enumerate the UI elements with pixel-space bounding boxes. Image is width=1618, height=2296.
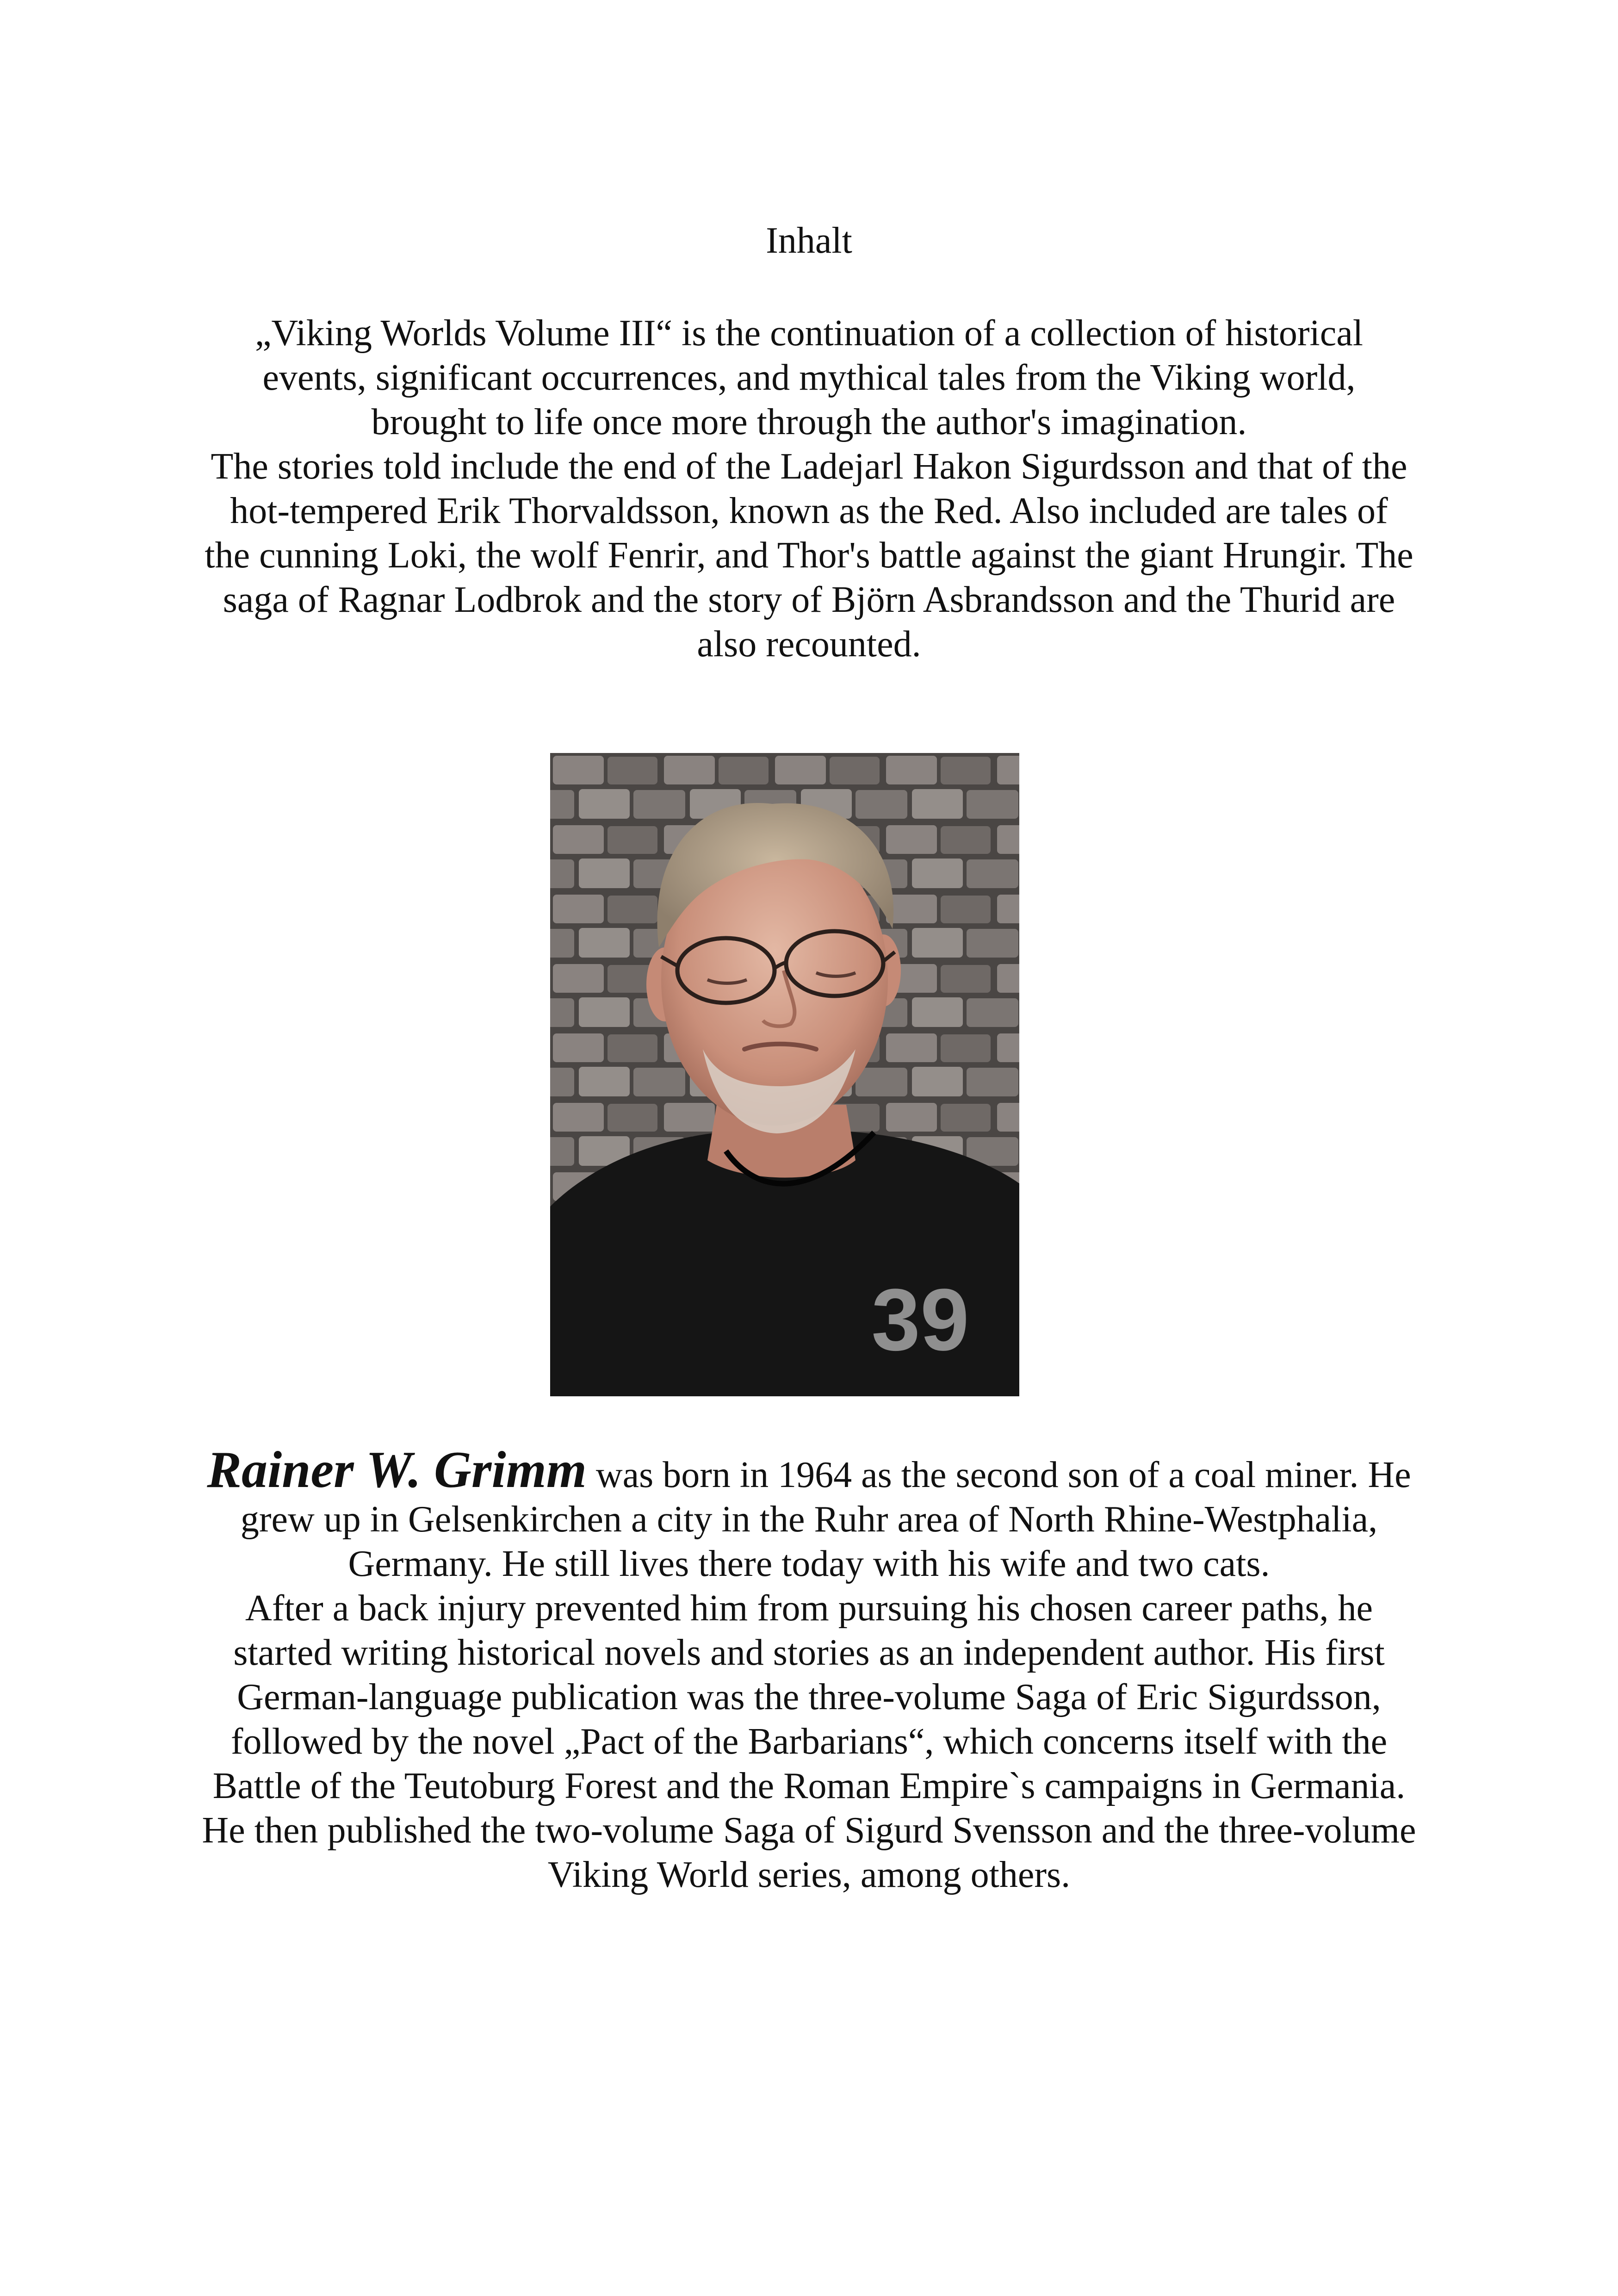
author-biography [199,1441,1419,1897]
shirt-number: 39 [871,1271,969,1369]
bio-paragraph-2: After a back injury prevented him from pursuing his chosen career paths, he started writing historical novels and stories as an independent author. His first German-language publication was the three-volume Saga of Eric Sigurdsson, followed by the novel „Pact of the Barbarians“, which concerns itself with the Battle of the Teutoburg Forest and the Roman Empire`s campaigns in Germania. He then published the two-volume Saga of Sigurd Svensson and the three-volume Viking World series, among others. [202,1588,1416,1895]
author-name: Rainer W. Grimm [207,1441,587,1499]
page-heading: Inhalt [766,220,852,261]
bio-paragraph-1-text: was born in 1964 as the second son of a coal miner. He grew up in Gelsenkirchen a city in the Ruhr area of North Rhine-Westphalia, Germany. He still lives there today with his wife and two cats. [240,1455,1411,1584]
book-description [204,311,1414,666]
description-paragraph-2: The stories told include the end of the Ladejarl Hakon Sigurdsson and that of the hot-tempered Erik Thorvaldsson, known as the Red. Also included are tales of the cunning Loki, the wolf Fenrir, and Thor's battle against the giant Hrungir. The saga of Ragnar Lodbrok and the story of Björn Asbrandsson and the Thurid are also recounted. [205,446,1413,665]
author-photo [550,753,1019,1396]
author-portrait-image [550,753,1019,1396]
bio-paragraph-1 [199,1441,1419,1586]
description-paragraph-1: „Viking Worlds Volume III“ is the continuation of a collection of historical events, significant occurrences, and mythical tales from the Viking world, brought to life once more through the author's imagination. [255,313,1363,442]
